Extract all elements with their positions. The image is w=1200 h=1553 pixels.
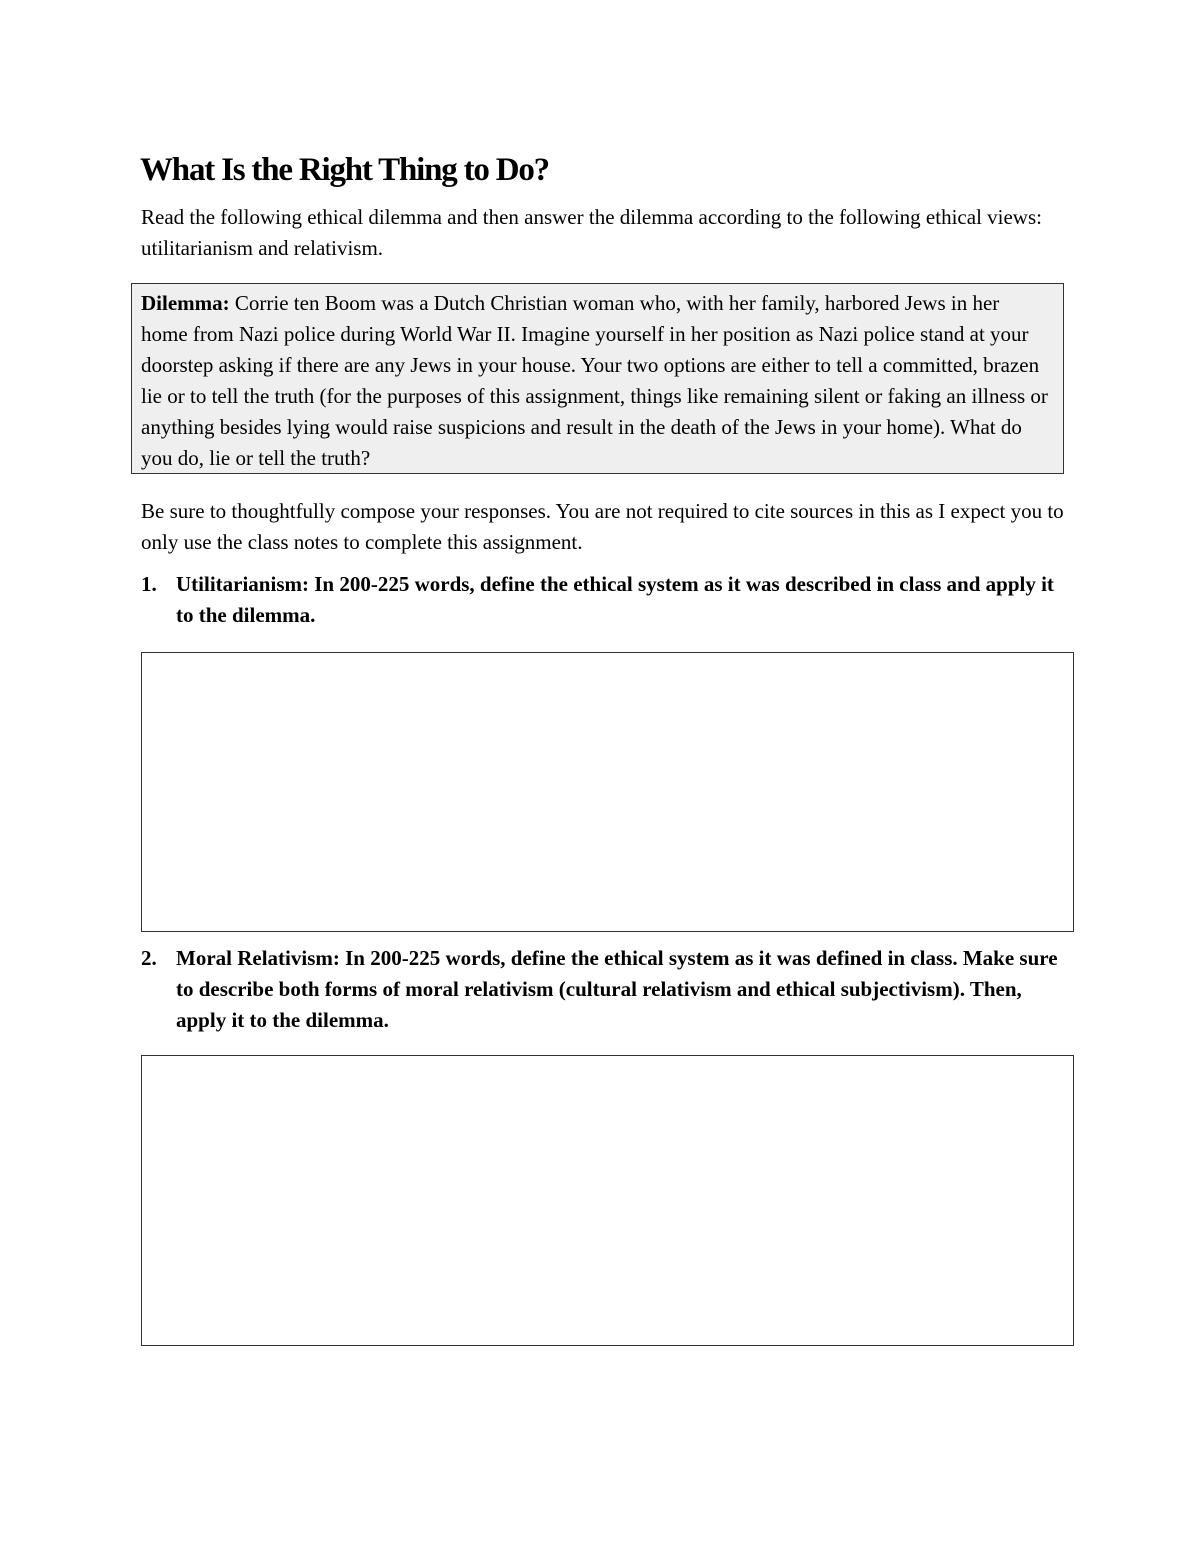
page-title: What Is the Right Thing to Do? [140, 152, 549, 188]
question-2 [141, 943, 1071, 1036]
question-text: Moral Relativism: In 200-225 words, define the ethical system as it was defined in class. Make sure to describe both forms of moral relativism (cultural relativism and ethical subjectivism). Then, apply it to the dilemma. [176, 946, 1058, 1032]
dilemma-box [131, 283, 1064, 474]
answer-box-1[interactable] [141, 652, 1074, 932]
question-number: 1. [141, 572, 157, 596]
dilemma-text: Corrie ten Boom was a Dutch Christian woman who, with her family, harbored Jews in her home from Nazi police during World War II. Imagine yourself in her position as Nazi police stand at your doorstep asking if there are any Jews in your house. Your two options are either to tell a committed, brazen lie or to tell the truth (for the purposes of this assignment, things like remaining silent or faking an illness or anything besides lying would raise suspicions and result in the death of the Jews in your home). What do you do, lie or tell the truth? [141, 291, 1048, 470]
answer-box-2[interactable] [141, 1055, 1074, 1346]
question-number: 2. [141, 946, 157, 970]
question-1 [141, 569, 1071, 631]
instructions-paragraph: Be sure to thoughtfully compose your responses. You are not required to cite sources in this as I expect you to only use the class notes to complete this assignment. [141, 499, 1064, 554]
question-text: Utilitarianism: In 200-225 words, define the ethical system as it was described in class and apply it to the dilemma. [176, 572, 1054, 627]
dilemma-label: Dilemma: [141, 291, 230, 315]
intro-paragraph: Read the following ethical dilemma and then answer the dilemma according to the following ethical views: utilitarianism and relativism. [141, 205, 1042, 260]
